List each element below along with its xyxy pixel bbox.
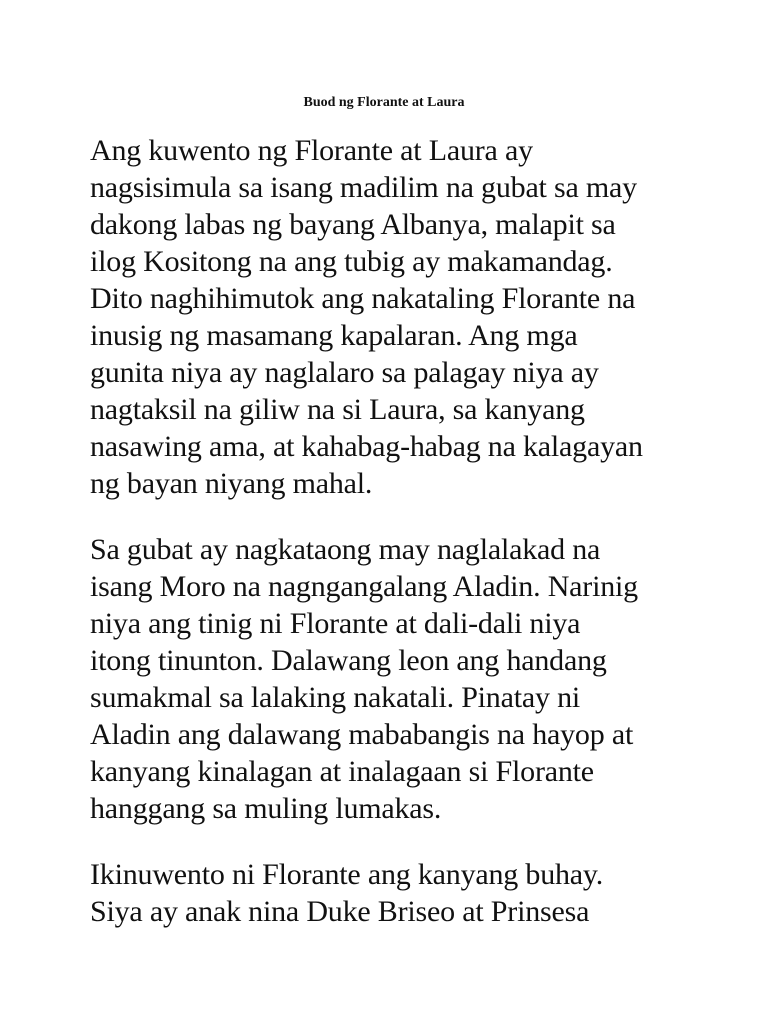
text-line: nasawing ama, at kahabag-habag na kalagayan — [90, 430, 643, 463]
text-line: dakong labas ng bayang Albanya, malapit sa — [90, 208, 616, 241]
text-line: hanggang sa muling lumakas. — [90, 792, 442, 825]
paragraph-2 — [90, 531, 690, 827]
text-line: Aladin ang dalawang mababangis na hayop at — [90, 718, 634, 751]
paragraph-3 — [90, 856, 690, 930]
text-line: Dito naghihimutok ang nakataling Florante na — [90, 282, 636, 315]
paragraph-1 — [90, 132, 690, 502]
text-line: niya ang tinig ni Florante at dali-dali niya — [90, 607, 581, 640]
document-body — [90, 132, 690, 959]
text-line: itong tinunton. Dalawang leon ang handang — [90, 644, 607, 677]
text-line: Sa gubat ay nagkataong may naglalakad na — [90, 533, 601, 566]
text-line: isang Moro na nagngangalang Aladin. Narinig — [90, 570, 638, 603]
text-line: ng bayan niyang mahal. — [90, 467, 373, 500]
text-line: nagsisimula sa isang madilim na gubat sa may — [90, 171, 637, 204]
text-line: kanyang kinalagan at inalagaan si Florante — [90, 755, 594, 788]
text-line: ilog Kositong na ang tubig ay makamandag. — [90, 245, 613, 278]
text-line: Siya ay anak nina Duke Briseo at Prinsesa — [90, 895, 590, 928]
text-line: Ikinuwento ni Florante ang kanyang buhay. — [90, 858, 604, 891]
text-line: sumakmal sa lalaking nakatali. Pinatay ni — [90, 681, 581, 714]
document-title: Buod ng Florante at Laura — [303, 95, 465, 110]
text-line: inusig ng masamang kapalaran. Ang mga — [90, 319, 578, 352]
text-line: gunita niya ay naglalaro sa palagay niya ay — [90, 356, 599, 389]
text-line: Ang kuwento ng Florante at Laura ay — [90, 134, 533, 167]
text-line: nagtaksil na giliw na si Laura, sa kanyang — [90, 393, 585, 426]
